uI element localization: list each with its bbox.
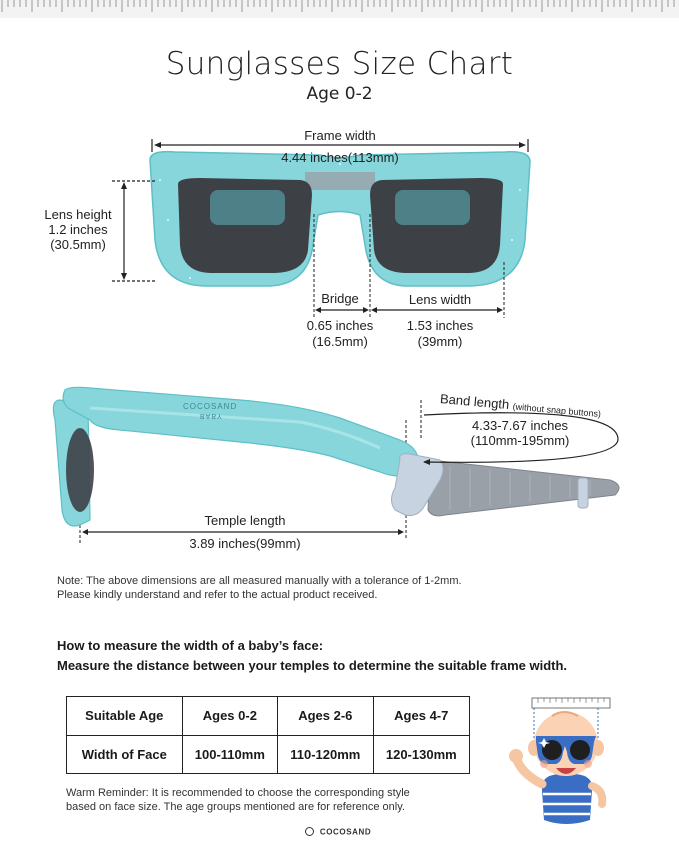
- logo-text: COCOSAND: [319, 827, 372, 837]
- logo-icon: [305, 827, 314, 836]
- note-line-1: Note: The above dimensions are all measured manually with a tolerance of 1-2mm.: [57, 575, 462, 587]
- temple-length-label: Temple length: [204, 513, 286, 528]
- table-cell: Width of Face: [67, 735, 183, 774]
- table-cell: Ages 2-6: [278, 697, 373, 736]
- temple-length-value: 3.89 inches(99mm): [189, 536, 301, 551]
- lens-height-value-mm: (30.5mm): [50, 237, 106, 252]
- table-row: [67, 697, 470, 736]
- how-to-instruction: Measure the distance between your temples to determine the suitable frame width.: [57, 658, 568, 673]
- measurement-note: [57, 574, 462, 602]
- page-subtitle: Age 0-2: [306, 84, 373, 104]
- brand-text: COCOSAND: [183, 402, 238, 411]
- table-cell: Ages 4-7: [373, 697, 469, 736]
- temple-arm: [63, 387, 418, 476]
- band-length-note: (without snap buttons): [512, 401, 602, 420]
- brand-sub: BABY: [200, 412, 223, 419]
- band-length-value-in: 4.33-7.67 inches: [471, 418, 569, 433]
- baby-illustration: [508, 694, 614, 830]
- lens-height-value-in: 1.2 inches: [48, 222, 108, 237]
- lens-width-value-mm: (39mm): [417, 334, 463, 349]
- side-view-glasses: [0, 360, 679, 560]
- table-cell: 110-120mm: [278, 735, 373, 774]
- frame-width-value: 4.44 inches(113mm): [281, 150, 399, 165]
- table-row: [67, 735, 470, 774]
- frame-width-label: Frame width: [304, 128, 376, 143]
- band-length-value-mm: (110mm-195mm): [470, 433, 570, 448]
- table-cell: Ages 0-2: [182, 697, 277, 736]
- temple-length-arrow: [82, 529, 404, 535]
- footer-logo: [305, 827, 371, 836]
- bridge-value-mm: (16.5mm): [312, 334, 368, 349]
- bridge-value-in: 0.65 inches: [306, 318, 374, 333]
- band-length-title: Band length: [439, 391, 510, 413]
- note-line-2: Please kindly understand and refer to the actual product received.: [57, 589, 378, 601]
- warm-line-1: Warm Reminder: It is recommended to choose the corresponding style: [66, 787, 410, 799]
- warm-reminder: [66, 786, 410, 814]
- table-cell: Suitable Age: [67, 697, 183, 736]
- how-to-heading: How to measure the width of a baby’s face:: [57, 638, 324, 653]
- bridge-arrow: [315, 307, 369, 313]
- lens-width-label: Lens width: [408, 292, 472, 307]
- how-to-measure: [57, 636, 567, 676]
- lens-height-label: Lens height: [44, 207, 112, 222]
- bridge-label: Bridge: [321, 291, 359, 306]
- warm-line-2: based on face size. The age groups mentioned are for reference only.: [66, 801, 405, 813]
- table-cell: 120-130mm: [373, 735, 469, 774]
- page-title: Sunglasses Size Chart: [165, 46, 514, 82]
- lens-width-value-in: 1.53 inches: [406, 318, 474, 333]
- size-table: [66, 696, 470, 774]
- table-cell: 100-110mm: [182, 735, 277, 774]
